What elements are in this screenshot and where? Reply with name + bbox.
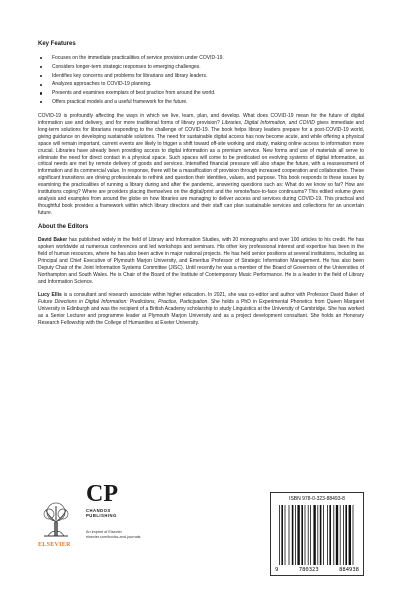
chandos-line: CHANDOS	[86, 508, 111, 513]
editor-bio-ellis	[38, 292, 364, 327]
list-item: Identifies key concerns and problems for librarians and library leaders.	[38, 72, 364, 81]
editor-name: Lucy Ellis	[38, 291, 62, 298]
barcode-digit-group: 884938	[339, 567, 359, 573]
isbn-number: ISBN 978-0-323-88493-8	[289, 496, 345, 502]
description-paragraph	[38, 113, 364, 217]
editor-bio-text: . She holds a PhD in Experimental Phonetics from Queen Margaret University in Edinburgh and was the recipient of a British Academy scholarship to study Linguistics at the University of Cambridge. She has worked as a Senior Lecturer and programme leader at Plymouth Marjon University and as a project development consultant. She holds an Honorary Research Fellowship with the College of Humanities at Exeter University.	[38, 298, 364, 326]
list-item: Considers longer-term strategic responses to emerging challenges.	[38, 63, 364, 72]
imprint-line: An imprint of Elsevier	[86, 530, 122, 534]
imprint-url: elsevier.com/books-and-journals	[86, 535, 141, 539]
list-item: Presents and examines exemplars of best practice from around the world.	[38, 89, 364, 98]
description-intro: COVID-19 is profoundly affecting the ways in which we live, learn, plan, and develop. What does COVID-19 mean for the future of digital information use and delivery, and for more traditional forms of library provision?	[38, 112, 364, 126]
list-item: Offers practical models and a useful framework for the future.	[38, 98, 364, 107]
editor-bio-text: is a consultant and research associate within higher education. In 2021, she was co-editor and author with Professor David Baker of	[61, 291, 365, 298]
about-editors-heading: About the Editors	[38, 224, 89, 231]
publisher-footer	[38, 482, 364, 582]
barcode-digit-group: 9	[275, 567, 279, 573]
cover-text-column	[38, 40, 364, 333]
editor-name: David Baker	[38, 237, 68, 244]
chandos-publishing-label	[86, 508, 117, 518]
list-item: Analyzes approaches to COVID-19 planning.	[38, 80, 364, 89]
referenced-book-title: Future Directions in Digital Information: Predictions, Practice, Participation	[38, 298, 208, 305]
barcode-digits	[275, 567, 359, 573]
key-features-list	[38, 54, 364, 107]
editor-bio-baker	[38, 237, 364, 286]
imprint-info	[86, 530, 140, 540]
elsevier-tree-logo	[38, 502, 74, 538]
chandos-line: PUBLISHING	[86, 513, 117, 519]
isbn-barcode-box	[270, 492, 364, 576]
chandos-cp-logo: CP	[86, 481, 118, 507]
barcode-digit-group: 780323	[298, 567, 319, 573]
elsevier-wordmark: ELSEVIER	[38, 542, 71, 548]
description-rest: gives immediate and long-term solutions for librarians responding to the challenge of COVID-19. The book helps library leaders prepare for a post-COVID-19 world, giving guidance on developing sustainable solutions. The need for sustainable digital access has now become acute, and while offering a physical space will remain important, current events are likely to trigger a shift toward off-site working and study, making online access to information more crucial. Libraries have already been providing access to digital information as a premium service. New forms and use of materials all serve to eliminate the need for direct contact in a physical space. Such spaces will come to be predicated on evolving systems of digital information, as critical needs are met by remote delivery of goods and services. Intensified financial pressure will also shape the future, with a reassessment of information and its commercial value. In response, there will be a massification of provision through increased cooperation and collaboration. These significant transitions are driving professionals to rethink and question their identities, values, and purpose. This book responds to these issues by examining the practicalities of running a library during and after the pandemic, answering questions such as: What do we know so far? How are institutions coping? Where are providers placing themselves on the digital/print and the remote/face-to-face continuums? This edited volume gives analysis and examples from around the globe on how libraries are managing to deliver access and services during COVID-19. This practical and thoughtful book provides a framework within which library directors and their staff can plan sustainable services and collections for an uncertain future.	[38, 119, 364, 217]
book-title: Libraries, Digital Information, and COVID	[221, 119, 315, 126]
key-features-heading: Key Features	[38, 41, 76, 47]
barcode-bars	[279, 505, 357, 565]
list-item: Focuses on the immediate practicalities of service provision under COVID-19.	[38, 54, 364, 63]
editor-bio-text: has published widely in the field of Library and Information Studies, with 20 monographs and over 100 articles to his credit. He has spoken worldwide at numerous conferences and led workshops and seminars. His other key professional interest and expertise has been in the field of human resources, where he has also been active in major national projects. He has held senior positions at several institutions, including as Principal and Chief Executive of Plymouth Marjon University, and Emeritus Professor of Strategic Information Management. He has also been Deputy Chair of the Joint Information Systems Committee (JISC). Until recently he was a member of the Board of Governors of the Universities of Northampton and South Wales. He is Chair of the Board of the Institute of Contemporary Music Performance. He is a leader in the field of Library and Information Science.	[38, 237, 364, 285]
